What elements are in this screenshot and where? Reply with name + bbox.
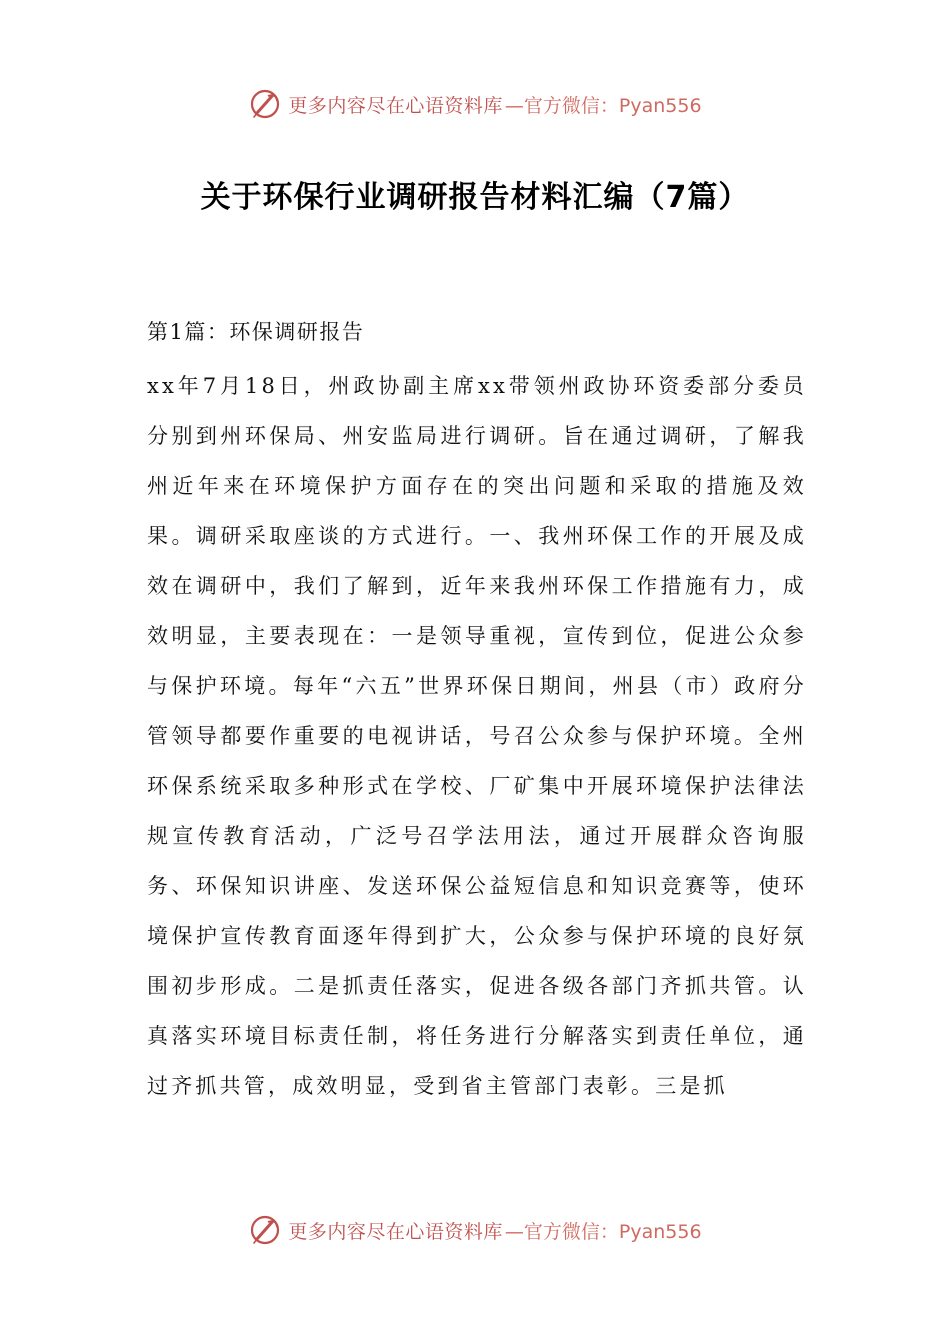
banner-contact-text: —官方微信：Pyan556 — [504, 94, 702, 117]
footer-contact-text: —官方微信：Pyan556 — [504, 1220, 702, 1243]
document-title: 关于环保行业调研报告材料汇编（7篇） — [200, 180, 750, 215]
section-heading: 第1篇：环保调研报告 — [147, 320, 365, 344]
pen-logo-icon — [248, 87, 282, 121]
pen-logo-icon — [248, 1213, 282, 1247]
header-banner — [0, 84, 950, 124]
footer-banner — [0, 1210, 950, 1250]
banner-brand-text: 更多内容尽在心语资料库 — [288, 94, 503, 117]
body-paragraph: xx年7月18日，州政协副主席xx带领州政协环资委部分委员分别到州环保局、州安监局进行调研。旨在通过调研，了解我州近年来在环境保护方面存在的突出问题和采取的措施及效果。调研采取座谈的方式进行。一、我州环保工作的开展及成效在调研中，我们了解到，近年来我州环保工作措施有力，成效明显，主要表现在：一是领导重视，宣传到位，促进公众参与保护环境。每年“六五”世界环保日期间，州县（市）政府分管领导都要作重要的电视讲话，号召公众参与保护环境。全州环保系统采取多种形式在学校、厂矿集中开展环境保护法律法规宣传教育活动，广泛号召学法用法，通过开展群众咨询服务、环保知识讲座、发送环保公益短信息和知识竞赛等，使环境保护宣传教育面逐年得到扩大，公众参与保护环境的良好氛围初步形成。二是抓责任落实，促进各级各部门齐抓共管。认真落实环境目标责任制，将任务进行分解落实到责任单位，通过齐抓共管，成效明显，受到省主管部门表彰。三是抓 — [147, 374, 807, 1098]
footer-brand-text: 更多内容尽在心语资料库 — [288, 1220, 503, 1243]
